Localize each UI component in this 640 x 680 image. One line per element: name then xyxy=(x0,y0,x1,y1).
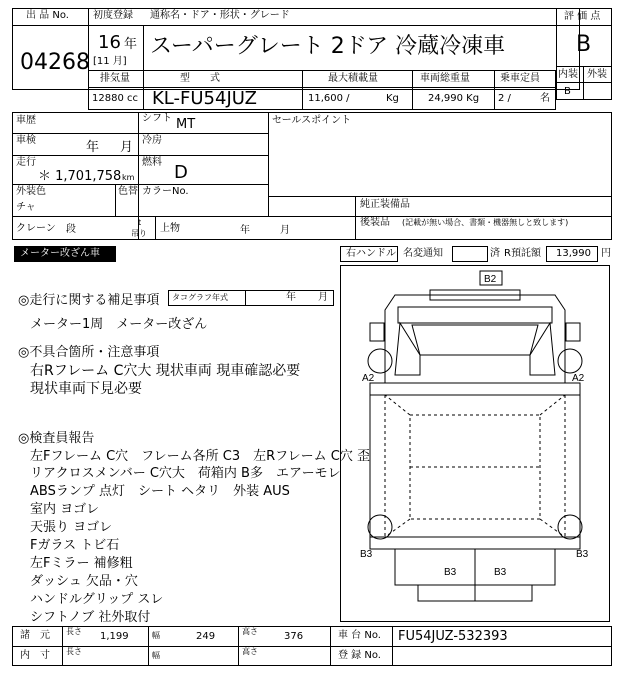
ext-color-value: チャ xyxy=(16,202,36,213)
ext-color-label: 外装色 xyxy=(16,186,46,197)
inspector-line: 天張り ヨゴレ xyxy=(30,520,113,535)
tamper-banner xyxy=(14,246,116,262)
recycle-unit: 円 xyxy=(601,248,611,259)
inspector-line: 左Fミラー 補修粗 xyxy=(30,556,133,571)
shift-label: シフト xyxy=(142,113,172,124)
spec-width: 249 xyxy=(196,631,216,642)
mileage-unit: km xyxy=(122,173,135,182)
inspector-line: ABSランプ 点灯 シート ヘタリ 外装 AUS xyxy=(30,484,290,499)
label-a2-left: A2 xyxy=(362,373,375,384)
name-notice-box xyxy=(452,246,488,262)
model-name: スーパーグレート 2ドア 冷蔵冷凍車 xyxy=(150,34,506,59)
left-door xyxy=(395,323,420,375)
gross-weight: 24,990 Kg xyxy=(428,93,480,104)
defect-line: 現状車両下見必要 xyxy=(30,381,142,397)
wheel-front-right xyxy=(558,349,582,373)
model-header: 通称名・ドア・形状・グレード xyxy=(150,10,290,21)
interior-label: 内装 xyxy=(558,69,578,80)
drive-notes-title: ◎走行に関する補足事項 xyxy=(18,293,160,308)
spec-length-label: 長さ xyxy=(66,627,82,636)
aftermarket-note: (記載が無い場合、書類・機器無しと致します) xyxy=(402,218,569,227)
cab-roof xyxy=(412,325,538,355)
label-b3-rear-right: B3 xyxy=(494,567,507,578)
ac-label: 冷房 xyxy=(142,135,162,146)
inner-height-label: 高さ xyxy=(242,647,258,656)
displacement: 12880 cc xyxy=(92,93,138,104)
aftermarket-label: 後装品 xyxy=(360,217,390,228)
inner-length-label: 長さ xyxy=(66,647,82,656)
wheel-rear-left xyxy=(368,515,392,539)
lot-label: 出 品 No. xyxy=(26,10,69,21)
spec-height: 376 xyxy=(284,631,304,642)
cab-outline xyxy=(385,295,565,383)
name-notice-label: 名変通知 xyxy=(403,248,443,259)
first-reg-label: 初度登録 xyxy=(93,10,133,21)
chassis-label: 車 台 No. xyxy=(338,630,381,641)
fuel-value: D xyxy=(174,162,188,183)
shift-value: MT xyxy=(176,117,196,132)
inspector-line: リアクロスメンバー C穴大 荷箱内 B多 エアーモレ xyxy=(30,466,341,481)
inspector-line: ダッシュ 欠品・穴 xyxy=(30,574,138,589)
shaken-month-unit: 月 xyxy=(120,140,134,155)
gross-weight-label: 車両総重量 xyxy=(420,73,470,84)
inspector-line: 室内 ヨゴレ xyxy=(30,502,100,517)
top-year-unit: 年 xyxy=(240,225,250,236)
inspector-title: ◎検査員報告 xyxy=(18,431,95,446)
factory-equip-label: 純正装備品 xyxy=(360,199,410,210)
label-b2: B2 xyxy=(484,274,497,285)
reg-month: [11 月] xyxy=(93,56,127,67)
reg-year: 16 xyxy=(98,32,121,53)
history-label: 車歴 xyxy=(16,115,36,126)
defect-title: ◎不具合箇所・注意事項 xyxy=(18,345,160,360)
color-change-label: 色替 xyxy=(118,186,138,197)
model-code: KL-FU54JUZ xyxy=(152,88,257,109)
reg-year-unit: 年 xyxy=(124,37,138,52)
spec-width-label: 幅 xyxy=(152,631,160,640)
label-b3-right: B3 xyxy=(576,549,589,560)
shaken-year-unit: 年 xyxy=(86,140,100,155)
displacement-label: 排気量 xyxy=(100,73,130,84)
lot-number: 04268 xyxy=(20,50,90,75)
score-label: 評 価 点 xyxy=(564,11,601,22)
inspector-line: シフトノブ 社外取付 xyxy=(30,610,151,625)
right-door xyxy=(530,323,555,375)
label-b3-left: B3 xyxy=(360,549,373,560)
chassis-number: FU54JUZ-532393 xyxy=(398,629,508,644)
sales-point-label: セールスポイント xyxy=(272,115,352,126)
top-body-label: 上物 xyxy=(160,223,180,234)
wheel-rear-right xyxy=(558,515,582,539)
drive-notes-text: メーター1周 メーター改ざん xyxy=(30,317,208,332)
crane-stage: 段 xyxy=(66,224,76,235)
rhd-label: 右ハンドル xyxy=(346,248,396,259)
recycle-amount: 13,990 xyxy=(556,248,591,259)
inspector-line: Fガラス トビ石 xyxy=(30,538,120,553)
inner-dims-label: 内 寸 xyxy=(20,650,50,661)
color-no-label: カラーNo. xyxy=(142,186,189,197)
fuel-label: 燃料 xyxy=(142,157,162,168)
tachograph-label: タコグラフ年式 xyxy=(172,293,228,302)
spec-label: 諸 元 xyxy=(20,630,50,641)
inspector-line: ハンドルグリップ スレ xyxy=(30,592,164,607)
type-label: 型 式 xyxy=(180,73,220,84)
shaken-label: 車検 xyxy=(16,135,36,146)
max-load-unit: Kg xyxy=(386,93,399,104)
inner-width-label: 幅 xyxy=(152,651,160,660)
capacity: 2 / xyxy=(498,93,511,104)
defect-line: 右Rフレーム C穴大 現状車両 現車確認必要 xyxy=(30,363,301,379)
capacity-label: 乗車定員 xyxy=(500,73,540,84)
max-load: 11,600 / xyxy=(308,93,350,104)
mileage-label: 走行 xyxy=(16,157,36,168)
crane-label: クレーン xyxy=(16,223,56,234)
tachograph-year: 年 xyxy=(286,292,296,303)
left-mirror xyxy=(370,323,384,341)
spec-length: 1,199 xyxy=(100,631,129,642)
mileage-value: ＊ 1,701,758 xyxy=(38,169,122,184)
inspector-line: 左Fフレーム C穴 フレーム各所 C3 左Rフレーム C穴 歪 xyxy=(30,449,370,464)
label-b3-rear-left: B3 xyxy=(444,567,457,578)
spec-height-label: 高さ xyxy=(242,627,258,636)
exterior-label: 外装 xyxy=(587,69,607,80)
done-label: 済 xyxy=(490,248,500,259)
truck-diagram xyxy=(340,265,610,622)
interior-score: B xyxy=(564,86,571,97)
score-value: B xyxy=(576,32,592,57)
max-load-label: 最大積載量 xyxy=(328,73,378,84)
tamper-text: メーター改ざん車 xyxy=(20,248,100,259)
reg-no-label: 登 録 No. xyxy=(338,650,381,661)
windshield-top xyxy=(398,307,552,323)
label-a2-right: A2 xyxy=(572,373,585,384)
tachograph-month: 月 xyxy=(318,292,328,303)
top-month-unit: 月 xyxy=(280,225,290,236)
right-mirror xyxy=(566,323,580,341)
crane-lift-label: 吊り xyxy=(131,229,147,238)
crane-ton-unit: t xyxy=(138,218,142,227)
cargo-box xyxy=(370,383,580,549)
recycle-deposit-label: R預託額 xyxy=(504,248,541,259)
capacity-unit: 名 xyxy=(540,93,550,104)
wheel-front-left xyxy=(368,349,392,373)
